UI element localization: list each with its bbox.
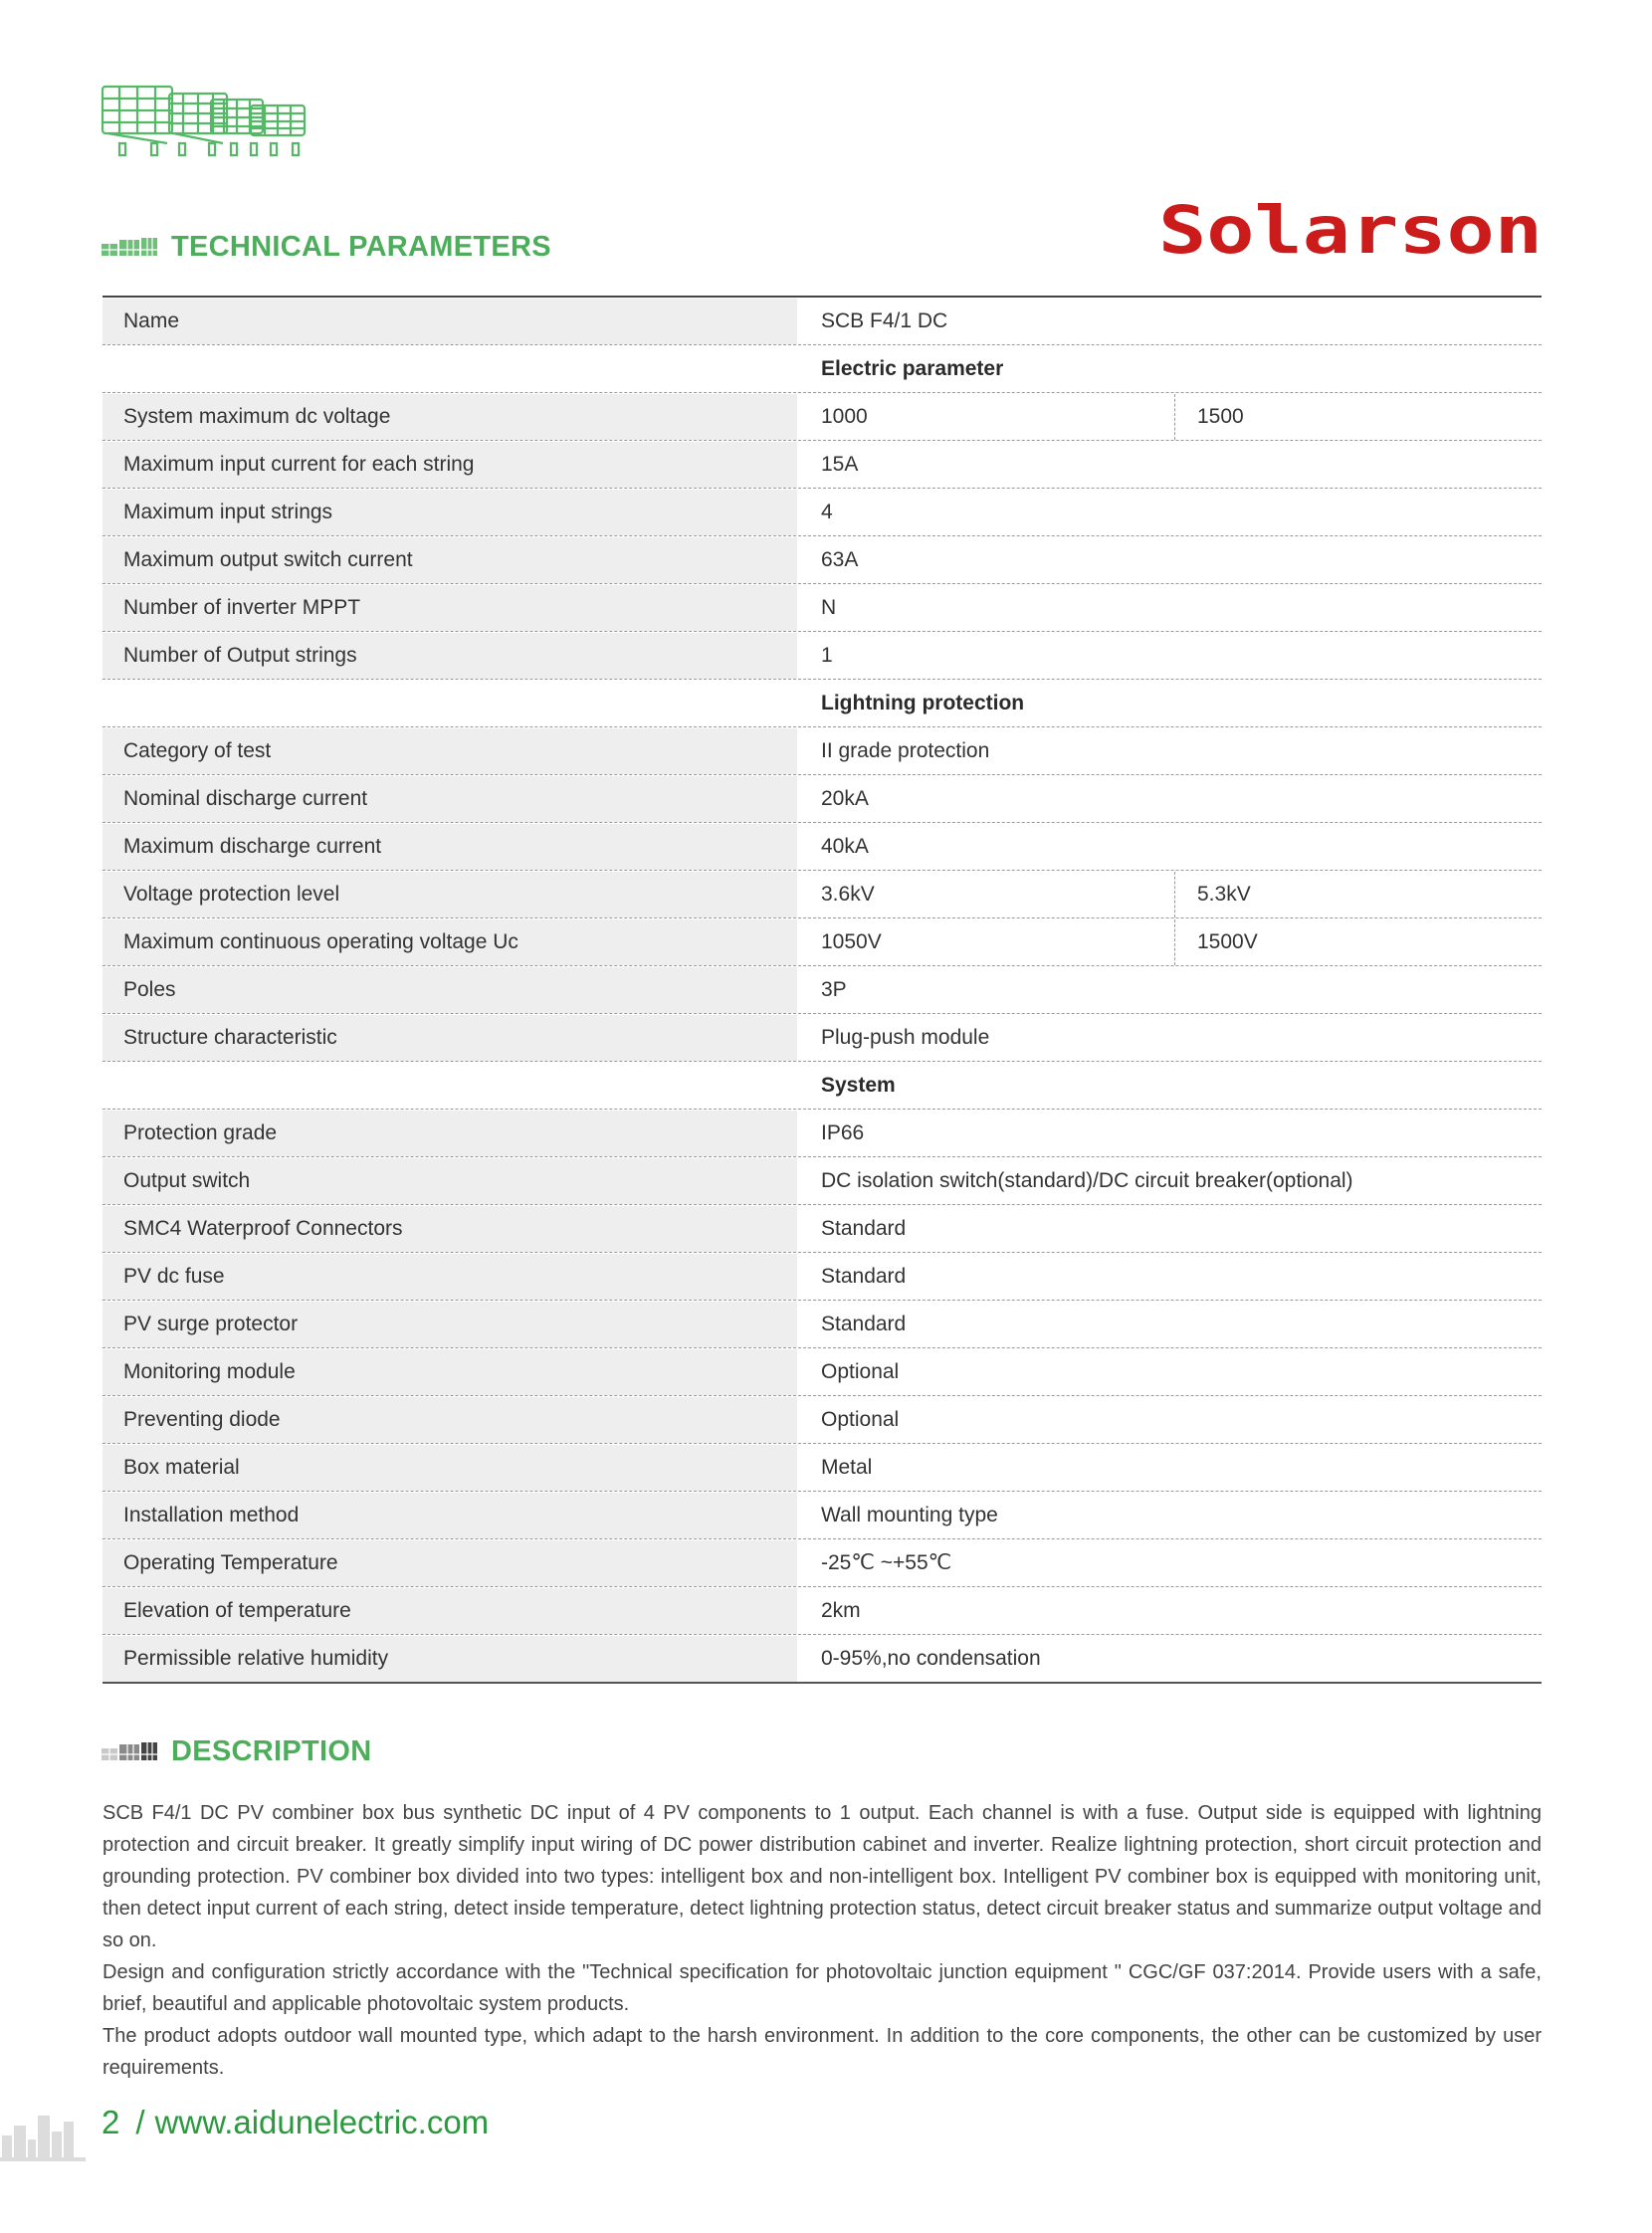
param-name: Preventing diode: [103, 1397, 797, 1443]
param-value: 1050V: [805, 919, 1175, 965]
param-name: Structure characteristic: [103, 1015, 797, 1061]
param-value: Optional: [821, 1408, 900, 1431]
param-name: System maximum dc voltage: [103, 394, 797, 440]
page-number: 2: [102, 2104, 120, 2140]
param-name: Maximum input current for each string: [103, 442, 797, 488]
param-value: II grade protection: [821, 739, 990, 762]
param-value: 63A: [821, 548, 859, 571]
param-value: 20kA: [821, 787, 869, 810]
technical-parameters-header: [102, 231, 551, 264]
param-value: 0-95%,no condensation: [821, 1647, 1041, 1670]
param-name: Operating Temperature: [103, 1540, 797, 1586]
solar-panels-logo-icon: [100, 84, 318, 163]
param-name: Category of test: [103, 728, 797, 774]
solar-panel-section-icon: [102, 236, 157, 260]
description-paragraph: SCB F4/1 DC PV combiner box bus synthetic DC input of 4 PV components to 1 output. Each channel is with a fuse. Output side is equipped with lightning protection and circuit breaker. It greatly simplify input wiring of DC power distribution cabinet and inverter. Realize lightning protection, short circuit protection and grounding protection. PV combiner box divided into two types: intelligent box and non-intelligent box. Intelligent PV combiner box is equipped with monitoring unit, then detect input current of each string, detect inside temperature, detect lightning protection status, detect circuit breaker status and summarize output voltage and so on.: [103, 1802, 1542, 1951]
param-value: Plug-push module: [821, 1026, 990, 1049]
section-label: System: [821, 1074, 896, 1097]
brand-name: Solarson: [1158, 199, 1543, 265]
param-name: Elevation of temperature: [103, 1588, 797, 1634]
param-value: 40kA: [821, 835, 869, 858]
param-value: N: [821, 596, 837, 619]
description-header: [102, 1735, 372, 1768]
table-row: [103, 1349, 1542, 1396]
table-row: [103, 394, 1542, 441]
param-value: -25℃ ~+55℃: [821, 1551, 952, 1574]
table-row: [103, 919, 1542, 966]
table-row: [103, 299, 1542, 345]
param-value: 1000: [805, 394, 1175, 440]
table-row: [103, 1111, 1542, 1157]
table-row: [103, 1015, 1542, 1062]
param-name: Nominal discharge current: [103, 776, 797, 822]
param-value-alt: 1500: [1197, 405, 1244, 428]
table-row: [103, 1493, 1542, 1539]
param-name: Voltage protection level: [103, 872, 797, 917]
param-name: Maximum output switch current: [103, 537, 797, 583]
param-name: Protection grade: [103, 1111, 797, 1156]
param-value: Standard: [821, 1313, 907, 1335]
table-row: [103, 872, 1542, 918]
description-body: [103, 1797, 1542, 2084]
param-name: PV surge protector: [103, 1302, 797, 1347]
param-value-alt: 1500V: [1197, 930, 1258, 953]
param-name: SMC4 Waterproof Connectors: [103, 1206, 797, 1252]
table-row: [103, 824, 1542, 871]
solar-panel-section-icon: [102, 1740, 157, 1764]
param-name: Poles: [103, 967, 797, 1013]
param-name: Number of Output strings: [103, 633, 797, 679]
param-value: SCB F4/1 DC: [821, 309, 948, 332]
param-name: Installation method: [103, 1493, 797, 1538]
table-row: [103, 776, 1542, 823]
brand-logo: [1158, 199, 1543, 265]
section-label: Lightning protection: [821, 692, 1025, 714]
table-row: [103, 1540, 1542, 1587]
param-value: Optional: [821, 1360, 900, 1383]
table-section-row: [103, 681, 1542, 727]
table-row: [103, 537, 1542, 584]
param-value: Metal: [821, 1456, 873, 1479]
param-name: Maximum continuous operating voltage Uc: [103, 919, 797, 965]
page-footer: [102, 2104, 489, 2141]
param-name: Box material: [103, 1445, 797, 1491]
param-value: 3P: [821, 978, 847, 1001]
table-row: [103, 1254, 1542, 1301]
table-row: [103, 490, 1542, 536]
param-value: 1: [821, 644, 833, 667]
table-row: [103, 1588, 1542, 1635]
table-row: [103, 1445, 1542, 1492]
param-name: Maximum input strings: [103, 490, 797, 535]
table-row: [103, 967, 1542, 1014]
table-row: [103, 585, 1542, 632]
param-value: 3.6kV: [805, 872, 1175, 917]
section-label: Electric parameter: [821, 357, 1004, 380]
table-row: [103, 1302, 1542, 1348]
param-name: Monitoring module: [103, 1349, 797, 1395]
param-value: 15A: [821, 453, 859, 476]
table-row: [103, 633, 1542, 680]
description-paragraph: Design and configuration strictly accordance with the "Technical specification for photovoltaic junction equipment " CGC/GF 037:2014. Provide users with a safe, brief, beautiful and applicable photovoltaic system products.: [103, 1961, 1542, 2015]
description-paragraph: The product adopts outdoor wall mounted type, which adapt to the harsh environment. In addition to the core components, the other can be customized by user requirements.: [103, 2025, 1542, 2079]
description-title: DESCRIPTION: [171, 1735, 372, 1767]
param-value: Standard: [821, 1217, 907, 1240]
section-title: TECHNICAL PARAMETERS: [171, 231, 551, 263]
website-link[interactable]: www.aidunelectric.com: [154, 2104, 490, 2140]
table-row: [103, 1397, 1542, 1444]
footer-separator: /: [135, 2104, 145, 2140]
table-section-row: [103, 1063, 1542, 1110]
param-name: Name: [103, 299, 797, 344]
table-row: [103, 1636, 1542, 1684]
table-row: [103, 1206, 1542, 1253]
table-row: [103, 728, 1542, 775]
table-row: [103, 1158, 1542, 1205]
param-value-alt: 5.3kV: [1197, 883, 1251, 906]
param-name: [103, 681, 797, 726]
param-name: PV dc fuse: [103, 1254, 797, 1300]
param-name: Number of inverter MPPT: [103, 585, 797, 631]
param-value: IP66: [821, 1121, 865, 1144]
param-value: 4: [821, 501, 833, 523]
param-name: [103, 346, 797, 392]
param-name: Permissible relative humidity: [103, 1636, 797, 1682]
param-name: Maximum discharge current: [103, 824, 797, 870]
param-name: [103, 1063, 797, 1109]
param-value: Wall mounting type: [821, 1504, 998, 1526]
table-section-row: [103, 346, 1542, 393]
table-row: [103, 442, 1542, 489]
param-value: DC isolation switch(standard)/DC circuit breaker(optional): [821, 1169, 1353, 1192]
city-skyline-icon: [0, 2106, 86, 2161]
spec-table: [103, 296, 1542, 1684]
param-value: 2km: [821, 1599, 861, 1622]
param-name: Output switch: [103, 1158, 797, 1204]
param-value: Standard: [821, 1265, 907, 1288]
